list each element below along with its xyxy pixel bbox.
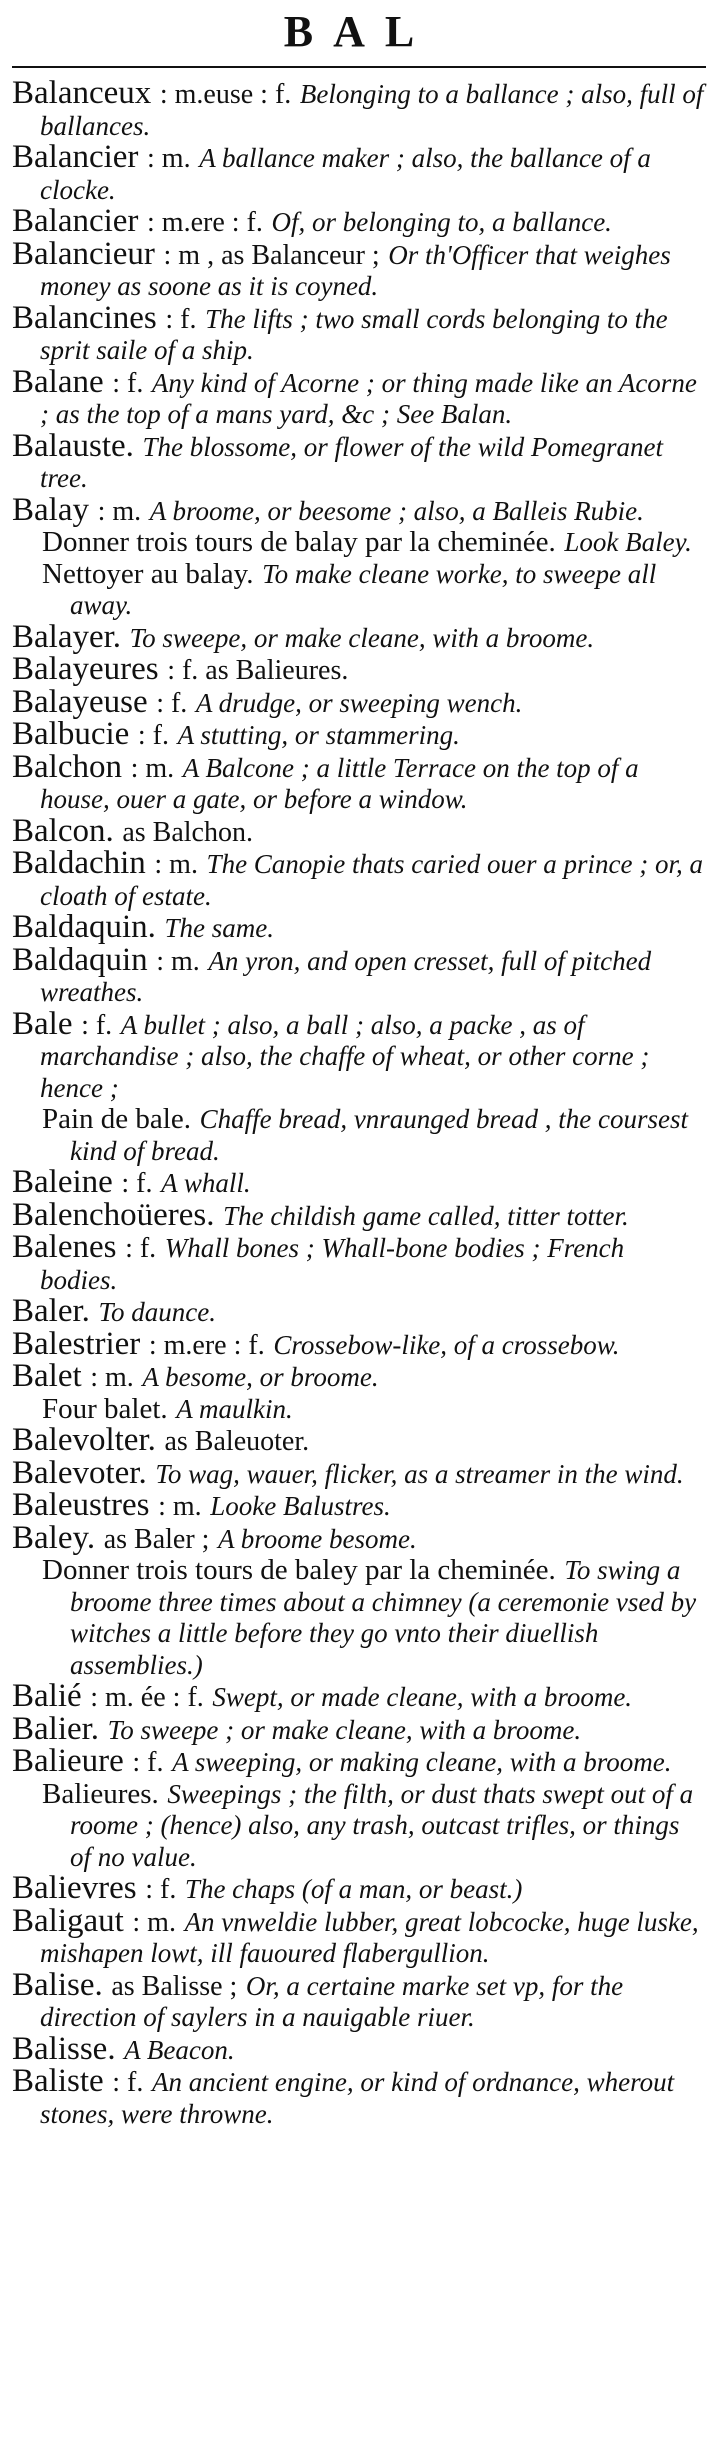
headword: Baldaquin. <box>12 909 156 945</box>
dictionary-entry <box>12 2063 706 2130</box>
definition: Crossebow-like, of a crossebow. <box>273 1329 620 1360</box>
definition: A maulkin. <box>176 1393 293 1424</box>
headword: Donner trois tours de baley par la cheminée. <box>42 1554 556 1586</box>
sub-entry <box>12 1394 706 1426</box>
headword: Baldaquin <box>12 941 148 978</box>
definition: A Balcone ; a little Terrace on the top of a house, ouer a gate, or before a window. <box>40 752 639 814</box>
definition: An vnweldie lubber, great lobcocke, huge luske, mishapen lowt, ill fauoured flabergullion. <box>40 1906 699 1968</box>
sub-entry <box>12 559 706 622</box>
definition: A besome, or broome. <box>142 1362 379 1392</box>
headword: Balisse. <box>12 2030 116 2067</box>
grammar-note: : m. <box>90 1362 134 1393</box>
dictionary-entry <box>12 1487 706 1523</box>
definition: A stutting, or stammering. <box>177 720 460 750</box>
headword: Baligaut <box>12 1902 124 1939</box>
running-head: BAL <box>283 7 435 56</box>
dictionary-entry <box>12 1164 706 1200</box>
dictionary-entry <box>12 812 706 849</box>
definition: The blossome, or flower of the wild Pomegranet tree. <box>40 431 663 493</box>
dictionary-entry <box>12 235 706 303</box>
header-rule <box>12 66 706 68</box>
definition: Or, a certaine marke set vp, for the direction of saylers in a nauigable riuer. <box>40 1970 624 2032</box>
grammar-note: : f. <box>112 367 144 399</box>
definition: A broome, or beesome ; also, a Balleis Rubie. <box>149 495 644 526</box>
dictionary-entry <box>12 1005 706 1105</box>
definition: The Canopie thats caried ouer a prince ; or, a cloath of estate. <box>40 849 704 911</box>
grammar-note: as Baler ; <box>103 1523 210 1555</box>
grammar-note: : m.euse : f. <box>159 79 292 110</box>
headword: Pain de bale. <box>42 1103 191 1135</box>
dictionary-entry <box>12 1293 706 1329</box>
headword: Four balet. <box>42 1392 168 1425</box>
grammar-note: : m.ere : f. <box>148 1329 265 1361</box>
headword: Balestrier <box>12 1325 141 1362</box>
headword: Balier. <box>12 1710 100 1747</box>
headword: Balauste. <box>12 427 134 464</box>
dictionary-entry <box>12 427 706 495</box>
grammar-note: : m. <box>154 849 198 880</box>
entry-list <box>12 75 706 2130</box>
grammar-note: as Balchon. <box>122 816 253 848</box>
definition: An ancient engine, or kind of ordnance, wherout stones, were throwne. <box>40 2067 675 2129</box>
grammar-note: : f. as Balieures. <box>167 655 349 686</box>
headword: Baleine <box>12 1164 113 1200</box>
dictionary-entry <box>12 75 706 142</box>
grammar-note: : m. <box>147 143 191 174</box>
dictionary-entry <box>12 203 706 239</box>
headword: Balcon. <box>12 812 114 849</box>
headword: Balet <box>12 1358 82 1394</box>
headword: Balieure <box>12 1743 124 1779</box>
definition: An yron, and open cresset, full of pitched wreathes. <box>40 945 652 1007</box>
definition: A whall. <box>161 1168 251 1198</box>
headword: Bale <box>12 1005 73 1042</box>
definition: The same. <box>164 913 274 943</box>
definition: Whall bones ; Whall-bone bodies ; French bodies. <box>40 1233 625 1295</box>
headword: Baldachin <box>12 845 146 881</box>
sub-entry <box>12 1104 706 1167</box>
dictionary-entry <box>12 651 706 687</box>
headword: Balane <box>12 363 104 400</box>
definition: Swept, or made cleane, with a broome. <box>212 1682 633 1712</box>
definition: A sweeping, or making cleane, with a broome. <box>172 1747 672 1777</box>
headword: Baley. <box>12 1519 96 1556</box>
dictionary-entry <box>12 909 706 945</box>
definition: To daunce. <box>98 1297 217 1327</box>
headword: Balayeures <box>12 651 159 687</box>
dictionary-entry <box>12 1325 706 1362</box>
grammar-note: : f. <box>121 1168 153 1199</box>
dictionary-entry <box>12 1196 706 1233</box>
definition: To wag, wauer, flicker, as a streamer in the wind. <box>155 1458 684 1489</box>
dictionary-entry <box>12 618 706 655</box>
grammar-note: as Balisse ; <box>111 1970 238 2002</box>
dictionary-entry <box>12 363 706 431</box>
dictionary-entry <box>12 2030 706 2067</box>
sub-entry <box>12 1555 706 1681</box>
definition: Belonging to a ballance ; also, full of ballances. <box>40 79 704 141</box>
headword: Baler. <box>12 1293 90 1329</box>
headword: Baliste <box>12 2063 104 2099</box>
definition: The lifts ; two small cords belonging to the sprit saile of a ship. <box>40 303 668 365</box>
headword: Balayeuse <box>12 683 148 720</box>
definition: Look Baley. <box>564 527 692 557</box>
dictionary-entry <box>12 1678 706 1714</box>
definition: A Beacon. <box>124 2034 235 2065</box>
definition: The childish game called, titter totter. <box>223 1200 629 1231</box>
grammar-note: : m. <box>97 495 142 527</box>
grammar-note: : m. <box>132 1906 176 1938</box>
headword: Baleustres <box>12 1487 150 1523</box>
grammar-note: as Baleuoter. <box>164 1426 310 1457</box>
dictionary-entry <box>12 139 706 206</box>
grammar-note: : m , as Balanceur ; <box>163 239 380 271</box>
dictionary-entry <box>12 1743 706 1779</box>
grammar-note: : f. <box>156 687 188 719</box>
headword: Balevolter. <box>12 1422 156 1458</box>
definition: A drudge, or sweeping wench. <box>195 687 523 718</box>
headword: Balancines <box>12 299 157 336</box>
sub-entry <box>12 527 706 559</box>
dictionary-entry <box>12 1358 706 1394</box>
headword: Balancier <box>12 203 139 239</box>
headword: Balievres <box>12 1870 137 1906</box>
definition: To sweepe ; or make cleane, with a broome. <box>107 1714 582 1745</box>
dictionary-entry <box>12 1422 706 1458</box>
grammar-note: : f. <box>125 1233 157 1264</box>
definition: A broome besome. <box>218 1523 417 1554</box>
headword: Nettoyer au balay. <box>42 557 254 590</box>
grammar-note: : f. <box>132 1747 164 1778</box>
grammar-note: : m.ere : f. <box>147 207 263 238</box>
sub-entry <box>12 1779 706 1874</box>
headword: Balayer. <box>12 618 122 655</box>
definition: Any kind of Acorne ; or thing made like an Acorne ; as the top of a mans yard, &c ; See Balan. <box>40 367 697 429</box>
headword: Balay <box>12 491 89 528</box>
headword: Donner trois tours de balay par la cheminée. <box>42 526 556 558</box>
definition: A ballance maker ; also, the ballance of a clocke. <box>40 143 651 205</box>
definition: Or th'Officer that weighes money as soone as it is coyned. <box>40 239 671 301</box>
dictionary-entry <box>12 683 706 720</box>
grammar-note: : f. <box>165 303 197 335</box>
dictionary-entry <box>12 1519 706 1556</box>
definition: To swing a broome three times about a chimney (a ceremonie vsed by witches a little before they go vnto their diuellish assemblies.) <box>70 1555 697 1680</box>
headword: Balanceux <box>12 75 152 111</box>
grammar-note: : f. <box>81 1009 113 1041</box>
headword: Balancier <box>12 139 139 175</box>
headword: Balieures. <box>42 1777 159 1810</box>
dictionary-entry <box>12 748 706 816</box>
dictionary-entry <box>12 1870 706 1906</box>
headword: Balevoter. <box>12 1454 147 1491</box>
definition: A bullet ; also, a ball ; also, a packe , as of marchandise ; also, the chaffe of wheat, or other corne ; hence ; <box>40 1009 650 1103</box>
dictionary-entry <box>12 1229 706 1296</box>
dictionary-entry <box>12 716 706 752</box>
definition: Looke Balustres. <box>210 1491 391 1521</box>
definition: Of, or belonging to, a ballance. <box>271 207 612 237</box>
grammar-note: : f. <box>137 720 169 751</box>
dictionary-entry <box>12 1966 706 2034</box>
headword: Balenes <box>12 1229 117 1265</box>
headword: Balbucie <box>12 716 130 752</box>
grammar-note: : f. <box>145 1874 177 1905</box>
grammar-note: : m. <box>156 945 200 977</box>
headword: Balancieur <box>12 235 155 272</box>
dictionary-entry <box>12 1710 706 1747</box>
grammar-note: : m. <box>130 752 175 784</box>
definition: To make cleane worke, to sweepe all away. <box>70 558 657 620</box>
grammar-note: : m. ée : f. <box>90 1682 204 1713</box>
headword: Balchon <box>12 748 122 785</box>
dictionary-entry <box>12 1902 706 1970</box>
dictionary-entry <box>12 941 706 1009</box>
dictionary-entry <box>12 845 706 912</box>
dictionary-entry <box>12 1454 706 1491</box>
grammar-note: : f. <box>112 2067 144 2098</box>
dictionary-entry <box>12 299 706 367</box>
headword: Balenchoüeres. <box>12 1196 215 1233</box>
dictionary-entry <box>12 491 706 528</box>
headword: Balié <box>12 1678 82 1714</box>
headword: Balise. <box>12 1966 103 2003</box>
definition: The chaps (of a man, or beast.) <box>184 1874 523 1904</box>
grammar-note: : m. <box>158 1491 202 1522</box>
definition: To sweepe, or make cleane, with a broome. <box>129 622 595 653</box>
definition: Chaffe bread, vnraunged bread , the coursest kind of bread. <box>70 1104 689 1166</box>
definition: Sweepings ; the filth, or dust thats swept out of a roome ; (hence) also, any trash, outcast trifles, or things of no value. <box>70 1778 694 1872</box>
